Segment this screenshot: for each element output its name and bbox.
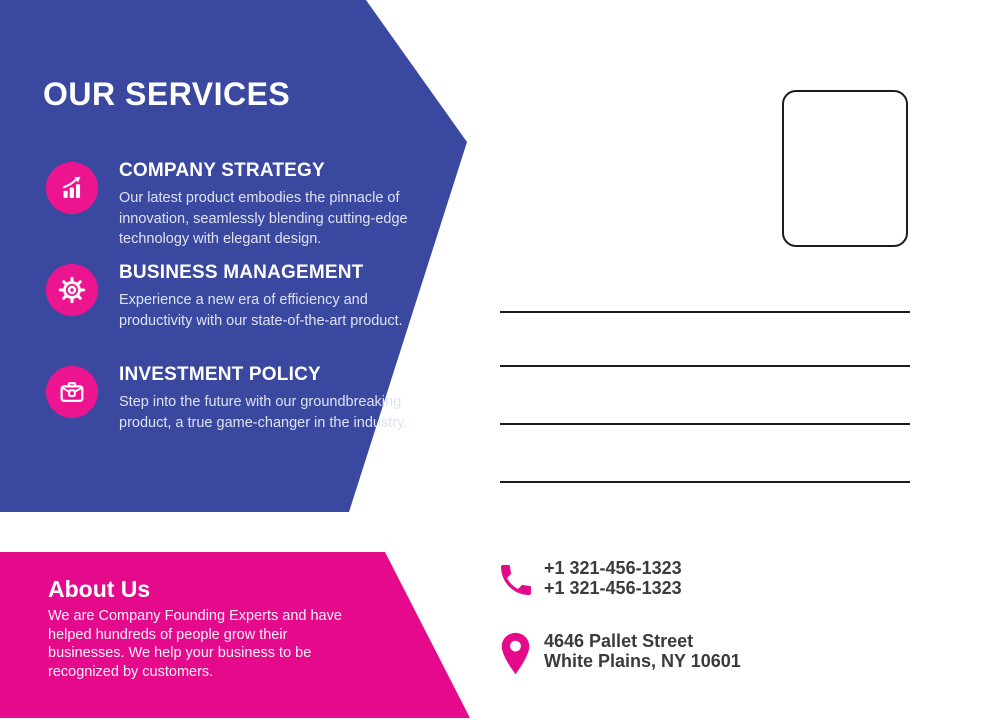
bar-chart-growth-icon xyxy=(46,162,98,214)
service-item-investment-policy xyxy=(46,364,435,433)
phone-number: +1 321-456-1323 xyxy=(544,558,682,578)
address-line: White Plains, NY 10601 xyxy=(544,651,741,671)
service-description: Our latest product embodies the pinnacle of innovation, seamlessly blending cutting-edge technology with elegant design. xyxy=(119,190,408,247)
services-title: OUR SERVICES xyxy=(43,76,291,112)
street-address xyxy=(544,631,741,671)
service-description: Experience a new era of efficiency and productivity with our state-of-the-art product. xyxy=(119,292,403,329)
gear-icon xyxy=(46,264,98,316)
service-description: Step into the future with our groundbreaking product, a true game-changer in the industry. xyxy=(119,394,408,431)
service-title: BUSINESS MANAGEMENT xyxy=(119,262,364,283)
phone-number: +1 321-456-1323 xyxy=(544,578,682,598)
service-item-business-management xyxy=(46,262,435,331)
address-line: 4646 Pallet Street xyxy=(544,631,694,651)
about-title: About Us xyxy=(48,576,151,602)
phone-icon xyxy=(496,560,536,605)
about-description: We are Company Founding Experts and have helped hundreds of people grow their businesses. We help your business to be recognized by customers. xyxy=(48,608,342,680)
address-ruled-line xyxy=(500,481,910,483)
address-ruled-line xyxy=(500,423,910,425)
service-item-company-strategy xyxy=(46,160,435,250)
address-ruled-line xyxy=(500,311,910,313)
briefcase-icon xyxy=(46,366,98,418)
service-title: INVESTMENT POLICY xyxy=(119,364,321,385)
stamp-box xyxy=(782,90,908,247)
location-pin-icon xyxy=(499,630,532,682)
service-title: COMPANY STRATEGY xyxy=(119,160,325,181)
phone-numbers xyxy=(544,558,682,598)
address-ruled-line xyxy=(500,365,910,367)
